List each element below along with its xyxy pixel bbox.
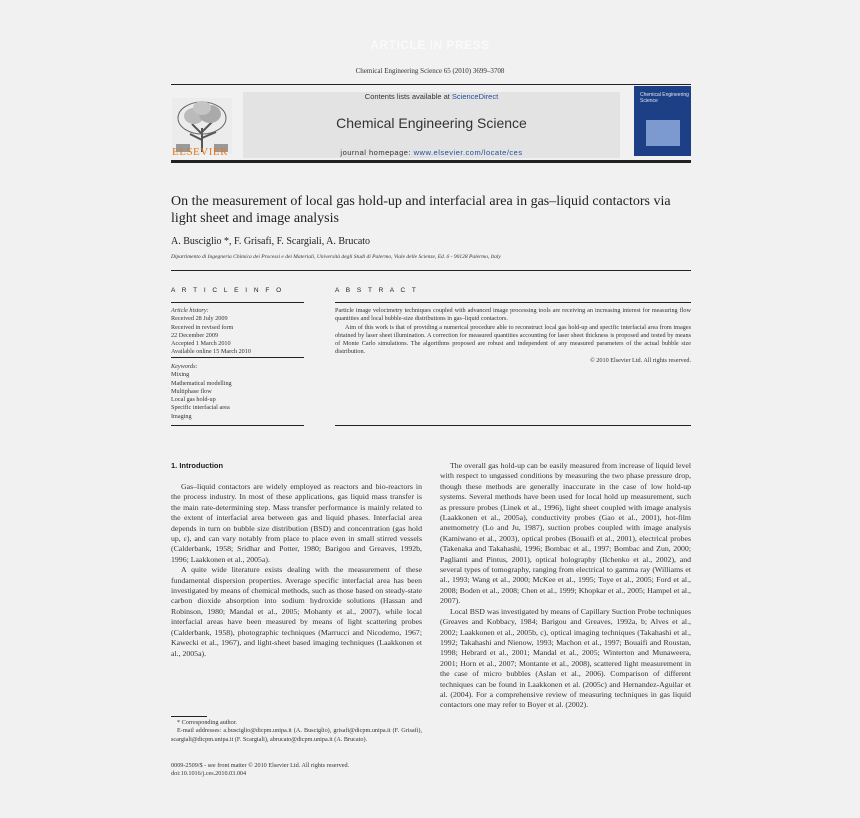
intro-paragraph: Local BSD was investigated by means of Capillary Suction Probe techniques (Greaves and Kobbacy, 1984; Barigou and Greaves, 1992a, b; Alves et al., 2002; Laakkonen et al., 2005b, c), optical imaging techniques (Takahashi et al., 1992; Takahashi and Nienow, 1993; Machon et al., 1997; Bouaifi and Roustan, 1998; Hebrard et al., 2001; Mandal et al., 2005; Winterton and Munaweera, 2001; Horn et al., 2007; Montante et al., 2008), scattered light measurement in the case of micro bubbles (Aslan et al., 2006). Comparison of different techniques can be found in Laakkonen et al. (2005c) and Hernandez-Aguilar et al. (2004). For a comprehensive review of measuring techniques in gas liquid contactors one may refer to Boyer et al. (2002).	[440, 606, 691, 710]
affiliation-rule	[171, 270, 691, 271]
sciencedirect-link[interactable]: ScienceDirect	[451, 92, 499, 101]
intro-right-column	[440, 461, 691, 711]
journal-title: Chemical Engineering Science	[336, 115, 527, 131]
homepage-prefix: journal homepage:	[340, 148, 414, 157]
history-item: Accepted 1 March 2010	[171, 340, 231, 348]
intro-paragraph: Gas–liquid contactors are widely employed as reactors and bio-reactors in the process industry. In most of these applications, gas liquid mass transfer is the main rate-determining step. Mass transfer performance is mainly related to the extent of interfacial area between gas and liquid phases. Interfacial area depends in turn on bubble size distribution (BSD) and concentration (gas hold up, ε), and can vary notably from place to place even in small stirred vessels (Calderbank, 1958; Sridhar and Potter, 1980; Barigou and Greaves, 1992b, 1996; Laakkonen et al., 2005a).	[171, 482, 422, 564]
publisher-name: ELSEVIER	[172, 146, 228, 158]
history-item: Received in revised form	[171, 323, 234, 331]
keyword-item: Specific interfacial area	[171, 404, 230, 412]
copyright: © 2010 Elsevier Ltd. All rights reserved.	[590, 356, 691, 364]
keywords-rule	[171, 425, 304, 426]
keyword-item: Multiphase flow	[171, 387, 212, 395]
history-rule	[171, 357, 304, 358]
history-item: Available online 15 March 2010	[171, 348, 251, 356]
author-list: A. Busciglio *, F. Grisafi, F. Scargiali, A. Brucato	[171, 236, 371, 247]
keyword-item: Imaging	[171, 412, 192, 420]
introduction-heading: 1. Introduction	[171, 461, 224, 470]
abstract-body	[335, 307, 691, 365]
history-label: Article history:	[171, 307, 209, 314]
history-item: 22 December 2009	[171, 331, 219, 339]
intro-paragraph: A quite wide literature exists dealing with the measurement of these fundamental dispersion properties. Average specific interfacial area has been investigated by means of chemical methods, such as those based on steady-state carbon dioxide absorption into sodium hydroxide solutions (Hassan and Robinson, 1980; Mandal et al., 2005; Mohanty et al., 2007), while local interfacial areas have been measured by means of light scattering probes (Calderbank, 1958), photographic techniques (Marrucci and Nicodemo, 1967; Kawecki et al., 1967), and light-sheet based imaging techniques (Laakkonen et al., 2005a).	[171, 565, 422, 658]
article-info-heading: A R T I C L E I N F O	[171, 287, 284, 294]
header-top-rule	[171, 84, 691, 85]
homepage-line	[243, 148, 620, 157]
article-in-press-banner: ARTICLE IN PRESS	[370, 38, 490, 52]
keyword-item: Mixing	[171, 371, 190, 379]
cover-illustration	[646, 120, 680, 146]
paper-title: On the measurement of local gas hold-up and interfacial area in gas–liquid contactors via light sheet and image analysis	[171, 194, 671, 226]
intro-paragraph: The overall gas hold-up can be easily measured from increase of liquid level with respect to ungassed conditions by measuring the two phase pressure drop, though these methods are generally inaccurate in the case of low hold-up systems. Several methods have been used for local hold up measurement, such as pressure probes (Linek et al., 1996), light sheet coupled with image analysis (Laakkonen et al., 2005a), conductivity probes (Gao et al., 2001), hot-film anemometry (Lo and Ju, 1987), suction probes coupled with image analysis (Kamiwano et al., 2003), optical probes (Bouaifi et al., 2001), electrical probes (Takenaka and Takahashi, 1996; Bombac et al., 1997; Bombac and Zun, 2000; Paglianti and Pintus, 2001), optical holography (Ilchenko et al., 2002), and several types of tomography, ranging from electrical to gamma ray (Williams et al., 1993; Wang et al., 2000; McKee et al., 1995; Toye et al., 2005; Ford et al., 2008; Boden et al., 2008; Chen et al., 1999; Khopkar et al., 2005; Hampel et al., 2007).	[440, 461, 691, 606]
contents-line	[243, 92, 620, 101]
abstract-rule	[335, 302, 691, 303]
email-addresses: E-mail addresses: a.busciglio@dicpm.unipa.it (A. Busciglio), grisafi@dicpm.unipa.it (F. Grisafi), scargiali@dicpm.unipa.it (F. Scargiali), abrucato@dicpm.unipa.it (A. Brucato).	[171, 727, 422, 743]
abstract-heading: A B S T R A C T	[335, 287, 419, 294]
abstract-bottom-rule	[335, 425, 691, 426]
issn-line: 0009-2509/$ - see front matter © 2010 Elsevier Ltd. All rights reserved.	[171, 762, 350, 769]
front-matter	[171, 762, 422, 779]
history-item: Received 28 July 2009	[171, 315, 228, 323]
doi-line: doi:10.1016/j.ces.2010.03.004	[171, 770, 247, 778]
contents-prefix: Contents lists available at	[364, 92, 452, 101]
homepage-link[interactable]: www.elsevier.com/locate/ces	[413, 148, 523, 157]
footnote-rule	[171, 716, 207, 717]
article-history	[171, 307, 306, 357]
intro-left-column	[171, 482, 422, 659]
keyword-item: Mathematical modelling	[171, 379, 232, 387]
abstract-paragraph: Aim of this work is that of providing a numerical procedure able to reconstruct local gas hold-up and specific interfacial area from images obtained by laser sheet illumination. A correction for measured quantities accounting for laser sheet thickness is proposed and tested by means of Monte Carlo simulations. The algorithms proposed are robust and independent of any measured parameters of the actual bubble size distribution.	[335, 323, 691, 356]
cover-title: Chemical Engineering Science	[640, 92, 689, 104]
abstract-paragraph: Particle image velocimetry techniques coupled with advanced image processing tools are receiving an increasing interest for measuring flow quantities and local bubble-size distributions in gas–liquid contactors.	[335, 307, 691, 323]
footnotes	[171, 719, 422, 744]
affiliation: Dipartimento di Ingegneria Chimica dei Processi e dei Materiali, Università degli Studi di Palermo, Viale delle Scienze, Ed. 6 - 90128 Palermo, Italy	[171, 254, 501, 260]
header-bottom-rule	[171, 160, 691, 163]
keywords-label: Keywords:	[171, 363, 198, 370]
keywords-block	[171, 363, 306, 421]
keyword-item: Local gas hold-up	[171, 396, 216, 404]
journal-citation: Chemical Engineering Science 65 (2010) 3699–3708	[355, 67, 505, 75]
article-info-rule	[171, 302, 304, 303]
corresponding-author-note: * Corresponding author.	[177, 719, 237, 726]
